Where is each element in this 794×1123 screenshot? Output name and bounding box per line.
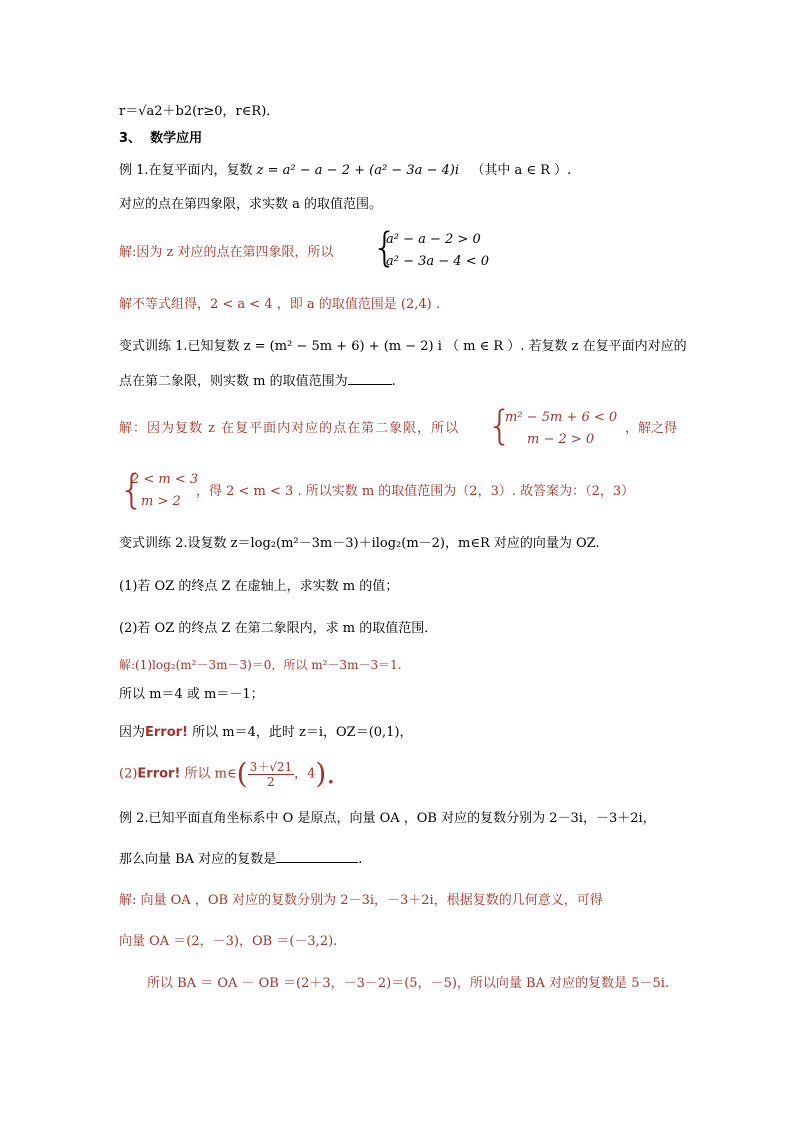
inequality-system <box>119 468 199 518</box>
text-line: 解不等式组得，2 < a < 4 ，即 a 的取值范围是 (2,4) . <box>119 297 440 312</box>
brace-symbol: { <box>372 225 398 271</box>
variant-1-solution <box>119 420 459 438</box>
text-line: 因为 <box>119 725 146 740</box>
text-line: (1)若 OZ 的终点 Z 在虚轴上，求实数 m 的值； <box>119 579 399 594</box>
solution-1-result <box>119 296 440 314</box>
text-line: 例 1.在复平面内，复数 <box>119 163 257 178</box>
variant-2-part-2 <box>119 620 437 638</box>
answer-blank[interactable] <box>348 372 392 385</box>
solution-2-step-1 <box>119 656 402 674</box>
text-line: . <box>391 374 396 389</box>
variant-2-statement <box>119 535 600 553</box>
solution-1-line <box>119 244 334 262</box>
error-marker: Error! <box>137 766 181 782</box>
inequality-row: a² − 3a − 4 < 0 <box>386 254 489 269</box>
open-paren: ( <box>236 757 248 790</box>
answer-blank[interactable] <box>276 850 358 863</box>
text-line: 解:因为 z 对应的点在第四象限，所以 <box>119 245 334 260</box>
inequality-row: m − 2 > 0 <box>527 432 595 447</box>
section-title: 数学应用 <box>150 131 203 146</box>
variant-1-answer <box>196 483 634 501</box>
error-marker: Error! <box>145 725 188 740</box>
text-line: 所以 m＝4，此时 z＝i，OZ＝(0,1)， <box>188 725 413 740</box>
fraction <box>248 760 295 789</box>
text-line: （其中 a ∈ R ）. <box>471 163 572 178</box>
variant-1-question <box>119 372 396 391</box>
modulus-formula <box>119 103 279 121</box>
text-line: ，解之得 <box>625 421 678 436</box>
solution-ex2-line-3 <box>147 975 669 993</box>
solution-ex2-line-1 <box>119 892 603 910</box>
text-line: (2)若 OZ 的终点 Z 在第二象限内，求 m 的取值范围． <box>119 621 438 636</box>
example-2-statement <box>119 810 656 828</box>
text-line: ，4 <box>294 766 316 782</box>
text-line: 所以 BA ＝ OA － OB ＝(2＋3，－3－2)＝(5，－5)，所以向量 BA 对应的复数是 5－5i. <box>147 976 670 991</box>
text-line: . <box>358 852 363 867</box>
formula: z = a² − a − 2 + (a² − 3a − 4)i <box>256 163 460 178</box>
brace-symbol: { <box>487 403 513 449</box>
text-line: 所以 m∈ <box>180 766 237 782</box>
text-line: 所以 m＝4 或 m＝－1； <box>119 687 264 702</box>
inequality-row: a² − a − 2 > 0 <box>386 232 481 247</box>
example-1-question <box>119 196 382 214</box>
inequality-row: 2 < m < 3 <box>131 472 199 487</box>
text-line: 变式训练 1.已知复数 z = (m² − 5m + 6) + (m − 2) i （ m ∈ R ）. 若复数 z 在复平面内对应的 <box>119 339 687 354</box>
section-heading <box>119 130 202 148</box>
solution-2-step-3 <box>119 724 413 742</box>
solve-text <box>625 420 677 438</box>
text-line: 变式训练 2.设复数 z＝log₂(m²－3m－3)＋ilog₂(m－2)，m∈R 对应的向量为 OZ. <box>119 536 600 551</box>
inequality-system <box>487 404 637 454</box>
variant-2-part-1 <box>119 578 398 596</box>
text-line: 解:(1)log₂(m²－3m－3)＝0，所以 m²－3m－3＝1. <box>119 658 402 672</box>
example-2-question <box>119 850 362 869</box>
text-line: 解：因为复数 z 在复平面内对应的点在第二象限，所以 <box>119 421 460 436</box>
inequality-row: m > 2 <box>141 494 181 509</box>
text-line: 对应的点在第四象限，求实数 a 的取值范围。 <box>119 197 383 212</box>
example-1-statement <box>119 162 571 180</box>
text-line: r＝√a2＋b2(r≥0，r∈R)． <box>119 104 280 119</box>
fraction-denominator: 2 <box>267 774 275 789</box>
text-line: ，得 2 < m < 3 . 所以实数 m 的取值范围为（2，3）. 故答案为：（2，3） <box>196 484 635 499</box>
text-line: 例 2.已知平面直角坐标系中 O 是原点，向量 OA ，OB 对应的复数分别为 2－3i，－3＋2i， <box>119 811 656 826</box>
solution-2-step-4 <box>119 757 335 791</box>
close-paren: ). <box>315 757 336 790</box>
solution-2-step-2 <box>119 686 264 704</box>
brace-symbol: { <box>119 467 145 513</box>
section-number: 3、 <box>119 131 142 146</box>
text-line: 那么向量 BA 对应的复数是 <box>119 852 277 867</box>
variant-1-statement <box>119 338 687 356</box>
fraction-numerator: 3＋√21 <box>249 759 293 774</box>
inequality-system <box>372 226 492 276</box>
solution-ex2-line-2 <box>119 933 337 951</box>
text-line: 点在第二象限，则实数 m 的取值范围为 <box>119 374 348 389</box>
inequality-row: m² − 5m + 6 < 0 <box>505 410 618 425</box>
text-line: 向量 OA ＝(2，－3)，OB ＝(－3,2). <box>119 934 338 949</box>
text-line: 解: 向量 OA ，OB 对应的复数分别为 2－3i，－3＋2i，根据复数的几何意义，可得 <box>119 893 603 908</box>
text-line: (2) <box>119 766 138 782</box>
